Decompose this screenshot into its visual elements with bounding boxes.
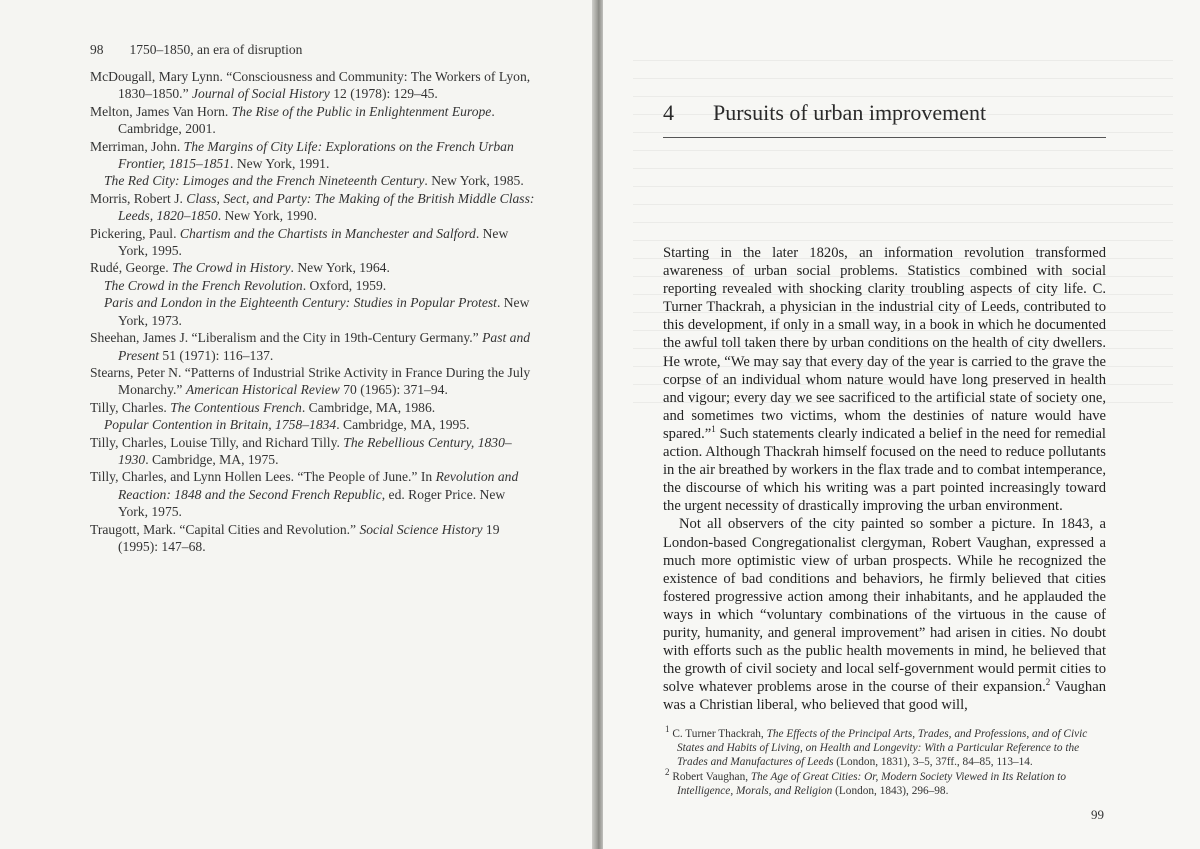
bibliography-entry	[90, 259, 538, 276]
entry-details: . New York, 1964.	[290, 260, 390, 276]
entry-details: . Cambridge, MA, 1986.	[301, 399, 436, 415]
chapter-body	[663, 244, 1106, 714]
entry-title: Social Science History	[359, 521, 483, 537]
entry-details: . New York, 1990.	[217, 208, 318, 224]
entry-text: Pickering, Paul.	[90, 225, 180, 241]
entry-title: Popular Contention in Britain, 1758–1834	[104, 417, 337, 433]
entry-details: 12 (1978): 129–45.	[329, 86, 438, 102]
entry-text: Melton, James Van Horn.	[90, 103, 232, 119]
footnote-title: The Age of Great Cities: Or, Modern Society Viewed in Its Relation to Intelligence, Morals, and Religion	[677, 770, 1066, 797]
entry-details: . Cambridge, MA, 1995.	[336, 417, 470, 433]
entry-text: Traugott, Mark. “Capital Cities and Revolution.”	[90, 521, 360, 537]
bibliography-entry	[90, 68, 538, 103]
entry-details: . Cambridge, MA, 1975.	[145, 451, 279, 467]
entry-title: The Red City: Limoges and the French Nineteenth Century	[104, 173, 425, 189]
body-paragraph	[663, 244, 1106, 515]
entry-details: . New York, 1991.	[230, 156, 330, 172]
bibliography-entry	[90, 434, 538, 469]
entry-details: . Oxford, 1959.	[302, 277, 387, 293]
bibliography-entry	[90, 468, 538, 520]
entry-details: . New York, 1985.	[424, 173, 524, 189]
footnote-details: (London, 1831), 3–5, 37ff., 84–85, 113–14.	[833, 756, 1033, 769]
left-page	[0, 0, 595, 849]
bibliography-entry	[90, 190, 538, 225]
bibliography-entry	[90, 329, 538, 364]
bibliography-entry	[90, 225, 538, 260]
entry-details: 51 (1971): 116–137.	[159, 347, 274, 363]
bibliography-entry	[90, 103, 538, 138]
chapter-rule	[663, 137, 1106, 138]
bibliography-entry	[90, 294, 538, 329]
entry-title: The Contentious French	[170, 399, 302, 415]
chapter-number: 4	[663, 100, 674, 125]
bibliography-list	[90, 68, 538, 555]
entry-title: Paris and London in the Eighteenth Century: Studies in Popular Protest	[104, 295, 497, 311]
entry-title: The Crowd in History	[172, 260, 291, 276]
entry-title: The Rise of the Public in Enlightenment Europe	[231, 103, 492, 119]
entry-text: Sheehan, James J. “Liberalism and the City in 19th-Century Germany.”	[90, 330, 483, 346]
footnote	[663, 724, 1106, 770]
footnote-details: (London, 1843), 296–98.	[832, 784, 949, 797]
running-head	[90, 42, 302, 58]
footnote-mark: 2	[665, 766, 670, 777]
bibliography-entry	[90, 277, 538, 294]
bibliography-entry	[90, 364, 538, 399]
entry-title: Revolution and Reaction: 1848 and the Second French Republic	[118, 469, 519, 502]
footnote-ref: 1	[711, 424, 716, 435]
entry-title: The Crowd in the French Revolution	[104, 277, 303, 293]
bibliography-entry	[90, 399, 538, 416]
bibliography-entry	[90, 416, 538, 433]
entry-text: Tilly, Charles, Louise Tilly, and Richard Tilly.	[90, 434, 344, 450]
entry-text: Tilly, Charles, and Lynn Hollen Lees. “The People of June.” In	[90, 469, 436, 485]
footnote-ref: 2	[1045, 677, 1051, 688]
bibliography-entry	[90, 172, 538, 189]
right-page-number: 99	[1091, 807, 1104, 822]
bibliography-entry	[90, 521, 538, 556]
paragraph-text-continued: Vaughan was a Christian liberal, who believed that good will,	[663, 679, 1106, 714]
entry-title: The Rebellious Century, 1830–1930	[118, 434, 512, 467]
footnote-title: The Effects of the Principal Arts, Trades, and Professions, and of Civic States and Habits of Living, on Health and Longevity: With a Particular Reference to the Trades and Manufactures of Leeds	[677, 728, 1088, 769]
entry-text: Merriman, John.	[90, 138, 184, 154]
entry-title: The Margins of City Life: Explorations on the French Urban Frontier, 1815–1851	[118, 138, 514, 172]
entry-title: Class, Sect, and Party: The Making of the British Middle Class: Leeds, 1820–1850	[118, 190, 535, 224]
entry-text: Tilly, Charles.	[90, 399, 171, 415]
bibliography-entry	[90, 138, 538, 173]
entry-text: Morris, Robert J.	[90, 190, 187, 206]
entry-title: Chartism and the Chartists in Manchester and Salford	[179, 225, 476, 241]
paragraph-text: Starting in the later 1820s, an information revolution transformed awareness of urban social problems. Statistics combined with social reporting revealed with shocking clarity troubling aspects of city life. C. Turner Thackrah, a physician in the industrial city of Leeds, contributed to this development, if only in a small way, in a book in which he documented the awful toll taken there by urban conditions on the health of city dwellers. He wrote, “We may say that every day of the year is carried to the grave the corpse of an individual whom nature would have long preserved in health and vigour; every day we see sacrificed to the artificial state of society one, and sometimes two victims, whom the destinies of nature would have spared.”	[663, 245, 1106, 442]
entry-details: , ed. Roger Price. New York, 1975.	[118, 486, 506, 520]
footnote-text: Robert Vaughan,	[672, 770, 751, 783]
entry-details: 19 (1995): 147–68.	[118, 521, 500, 554]
entry-text: McDougall, Mary Lynn. “Consciousness and Community: The Workers of Lyon, 1830–1850.”	[90, 69, 531, 102]
entry-text: Rudé, George.	[90, 260, 173, 276]
entry-text: Stearns, Peter N. “Patterns of Industrial Strike Activity in France During the July Monarchy.”	[90, 364, 531, 398]
footnote-mark: 1	[665, 724, 670, 735]
paragraph-text: Not all observers of the city painted so somber a picture. In 1843, a London-based Congregationalist clergyman, Robert Vaughan, expressed a much more optimistic view of urban prospects. While he recognized the existence of bad conditions and behaviors, he firmly believed that cities fostered progressive action among their inhabitants, and he applauded the ways in which “voluntary combinations of the virtuous in the cause of purity, humanity, and general improvement” had arisen in cities. No doubt with efforts such as the public health movements in mind, he believed that the growth of civil society and local self-government would permit cities to solve whatever problems arose in the course of their expansion.	[663, 516, 1106, 696]
footnote-text: C. Turner Thackrah,	[672, 728, 767, 740]
entry-details: . New York, 1973.	[118, 295, 530, 328]
body-paragraph	[663, 515, 1106, 714]
chapter-title: Pursuits of urban improvement	[713, 100, 987, 125]
entry-title: Journal of Social History	[192, 86, 330, 102]
left-page-number: 98	[90, 42, 104, 57]
footnotes	[663, 724, 1106, 798]
entry-title: Past and Present	[118, 330, 531, 363]
entry-details: 70 (1965): 371–94.	[339, 382, 448, 398]
entry-title: American Historical Review	[185, 382, 340, 398]
running-head-title: 1750–1850, an era of disruption	[129, 42, 303, 57]
entry-details: . Cambridge, 2001.	[118, 103, 495, 137]
entry-details: . New York, 1995.	[118, 225, 509, 259]
footnote	[663, 766, 1106, 798]
right-page	[603, 0, 1200, 849]
paragraph-text-continued: Such statements clearly indicated a belief in the need for remedial action. Although Thackrah himself focused on the need to reduce pollutants in the air breathed by workers in the flax trade and to combat intemperance, the discourse of which his writing was a part pointed increasingly toward the urgent necessity of drastically improving the urban environment.	[663, 425, 1106, 515]
